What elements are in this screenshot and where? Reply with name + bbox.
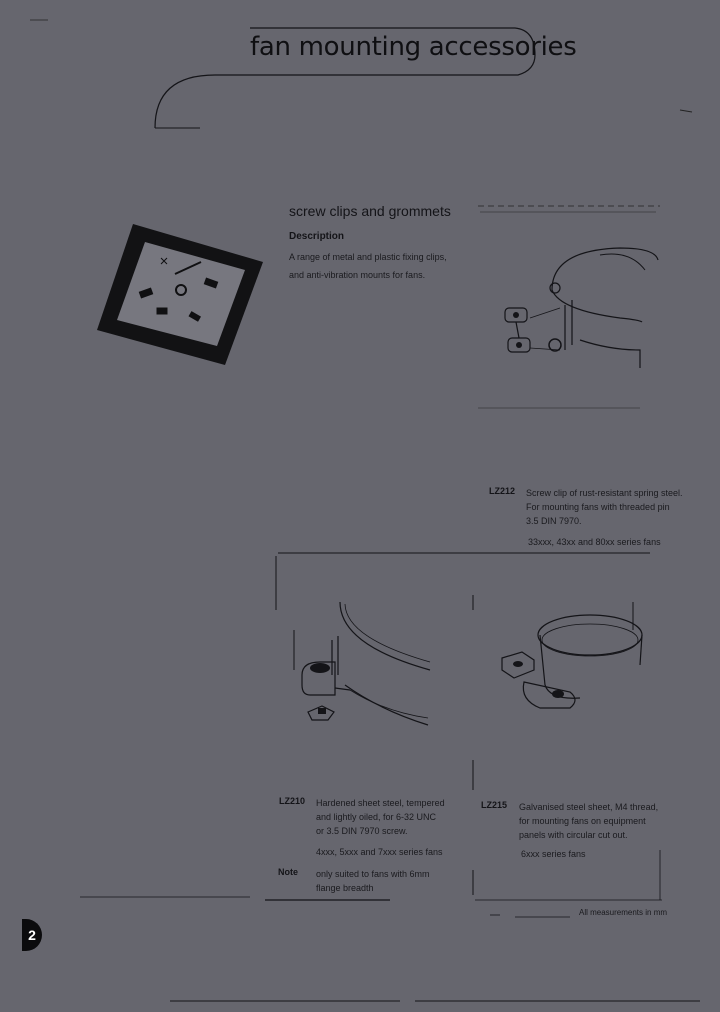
note-label: Note	[278, 867, 298, 877]
lz212-illustration	[470, 200, 670, 420]
item-line: for mounting fans on equipment	[519, 816, 646, 826]
description-line: A range of metal and plastic fixing clips,	[289, 252, 447, 262]
description-line: and anti-vibration mounts for fans.	[289, 270, 426, 280]
description-label: Description	[289, 231, 345, 242]
series-lz215: 6xxx series fans	[521, 849, 586, 859]
header-frame	[0, 0, 720, 140]
item-code-lz212: LZ212	[489, 486, 516, 496]
item-line: For mounting fans with threaded pin	[526, 502, 670, 512]
lz215-illustration	[490, 600, 650, 730]
page-number-badge: 2	[22, 919, 42, 951]
product-photo	[95, 222, 265, 367]
item-code-lz210: LZ210	[279, 796, 306, 806]
item-line: and lightly oiled, for 6-32 UNC	[316, 812, 437, 822]
page-title: fan mounting accessories	[250, 32, 577, 62]
series-lz210: 4xxx, 5xxx and 7xxx series fans	[316, 847, 443, 857]
item-code-lz215: LZ215	[481, 800, 508, 810]
item-description-lz210	[316, 796, 445, 838]
item-line: Hardened sheet steel, tempered	[316, 798, 445, 808]
series-lz212: 33xxx, 43xx and 80xx series fans	[528, 537, 661, 547]
measurements-note: All measurements in mm	[579, 908, 668, 917]
item-description-lz212	[526, 486, 683, 528]
note-line: flange breadth	[316, 883, 374, 893]
note-line: only suited to fans with 6mm	[316, 869, 430, 879]
note-text	[316, 867, 430, 895]
item-description-lz215	[519, 800, 658, 842]
footer-rules	[0, 895, 720, 1012]
item-line: Galvanised steel sheet, M4 thread,	[519, 802, 659, 812]
item-line: 3.5 DIN 7970.	[526, 516, 582, 526]
section-title: screw clips and grommets	[289, 203, 451, 219]
item-line: panels with circular cut out.	[519, 830, 628, 840]
lz210-illustration	[290, 600, 440, 740]
item-line: Screw clip of rust-resistant spring steel.	[526, 488, 683, 498]
description-text	[289, 248, 459, 284]
item-line: or 3.5 DIN 7970 screw.	[316, 826, 408, 836]
